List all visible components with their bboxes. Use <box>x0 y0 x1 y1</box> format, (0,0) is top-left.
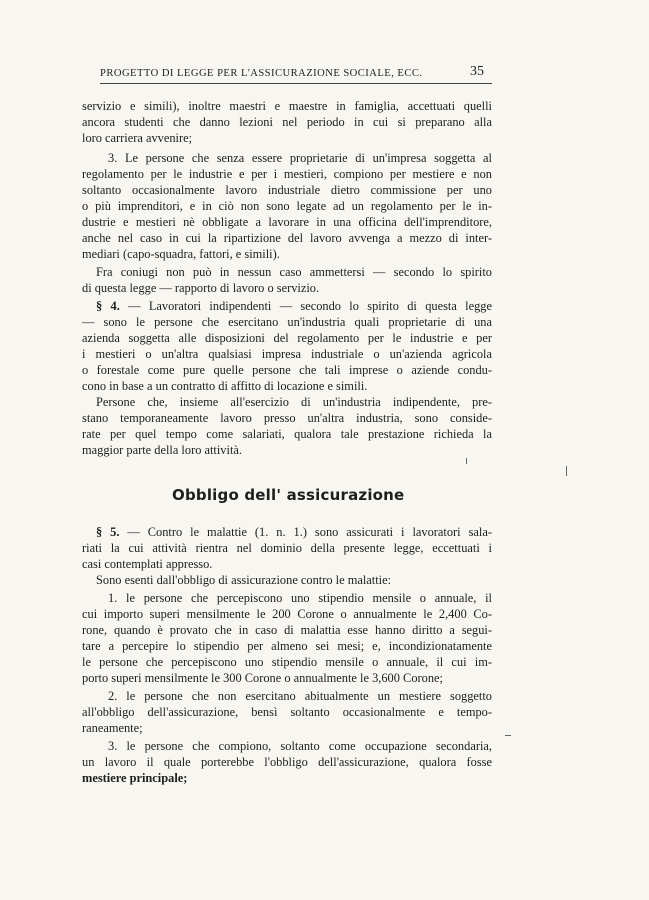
text-line: stano temporaneamente lavoro presso un'altra industria, sono conside- <box>82 411 492 425</box>
text-line: servizio e simili), inoltre maestri e maestre in famiglia, accettuati quelli <box>82 99 492 113</box>
text-line: dustrie e mestieri nè obbligate a lavorare in una officina dell'imprenditore, <box>82 215 492 229</box>
text-line: rate per quel tempo come salariati, qualora tale prestazione richieda la <box>82 427 492 441</box>
text-line: i mestieri o un'altra qualsiasi impresa industriale o un'azienda agricola <box>82 347 492 361</box>
scan-mark <box>466 458 467 464</box>
text-line: cui importo superi mensilmente le 200 Corone o annualmente le 2,400 Co- <box>82 607 492 621</box>
text-line: tare a percepire lo stipendio per almeno sei mesi; e, incondizionatamente <box>82 639 492 653</box>
section-4-first-line <box>96 298 492 314</box>
text-line: loro carriera avvenire; <box>82 131 193 145</box>
text-span: — Lavoratori indipendenti — secondo lo spirito di questa legge <box>119 299 492 313</box>
text-line: regolamento per le industrie e per i mestieri, compiono per mestiere e non <box>82 167 492 181</box>
text-line: maggior parte della loro attività. <box>82 443 242 457</box>
text-line: soltanto occasionalmente lavoro industriale dietro commissione per uno <box>82 183 492 197</box>
text-line: mestiere principale; <box>82 771 188 785</box>
text-span: — Contro le malattie (1. n. 1.) sono assicurati i lavoratori sala- <box>119 525 492 539</box>
text-line: mediari (capo-squadra, fattori, e simili). <box>82 247 280 261</box>
text-line: Sono esenti dall'obbligo di assicurazione contro le malattie: <box>96 573 392 587</box>
text-line: 2. le persone che non esercitano abitualmente un mestiere soggetto <box>108 689 492 703</box>
page-number: 35 <box>470 64 484 79</box>
text-line: all'obbligo dell'assicurazione, bensì soltanto occasionalmente e tempo- <box>82 705 492 719</box>
scan-mark <box>566 466 567 476</box>
text-line: rone, quando è provato che in caso di malattia esse hanno diritto a segui- <box>82 623 492 637</box>
text-line: Fra coniugi non può in nessun caso ammettersi — secondo lo spirito <box>96 265 492 279</box>
text-line: raneamente; <box>82 721 143 735</box>
running-header: PROGETTO DI LEGGE PER L'ASSICURAZIONE SOCIALE, ECC. <box>100 68 492 84</box>
text-line: un lavoro il quale porterebbe l'obbligo dell'assicurazione, qualora fosse <box>82 755 492 769</box>
section-heading: Obbligo dell' assicurazione <box>172 486 405 504</box>
text-line: 3. le persone che compiono, soltanto come occupazione secondaria, <box>108 739 492 753</box>
scan-mark <box>505 735 511 736</box>
text-line: di questa legge — rapporto di lavoro o servizio. <box>82 281 320 295</box>
text-line: porto superi mensilmente le 300 Corone o annualmente le 3,600 Corone; <box>82 671 443 685</box>
text-line: 1. le persone che percepiscono uno stipendio mensile o annuale, il <box>108 591 492 605</box>
text-line: riati la cui attività rientra nel dominio della presente legge, eccettuati i <box>82 541 492 555</box>
text-line: casi contemplati appresso. <box>82 557 213 571</box>
text-line: o più imprenditori, e in ciò non sono legate ad un regolamento per le in- <box>82 199 492 213</box>
text-line: — sono le persone che esercitano un'industria quali proprietarie di una <box>82 315 492 329</box>
section-mark-4: § 4. <box>96 299 120 313</box>
section-mark-5: § 5. <box>96 525 120 539</box>
text-line: ancora studenti che danno lezioni nel periodo in cui si preparano alla <box>82 115 492 129</box>
text-line: Persone che, insieme all'esercizio di un'industria indipendente, pre- <box>96 395 492 409</box>
section-5-first-line <box>96 524 492 540</box>
text-line: anche nel caso in cui la ripartizione del lavoro avvenga a mezzo di inter- <box>82 231 492 245</box>
text-line: o forestale come pure quelle persone che tali imprese o aziende condu- <box>82 363 492 377</box>
text-line: cono in base a un contratto di affitto di locazione e simili. <box>82 379 368 393</box>
text-line: 3. Le persone che senza essere proprietarie di un'impresa soggetta al <box>108 151 492 165</box>
text-line: le persone che percepiscono uno stipendio mensile o annuale, il cui im- <box>82 655 492 669</box>
text-line: azienda soggetta alle disposizioni del regolamento per le industrie e per <box>82 331 492 345</box>
